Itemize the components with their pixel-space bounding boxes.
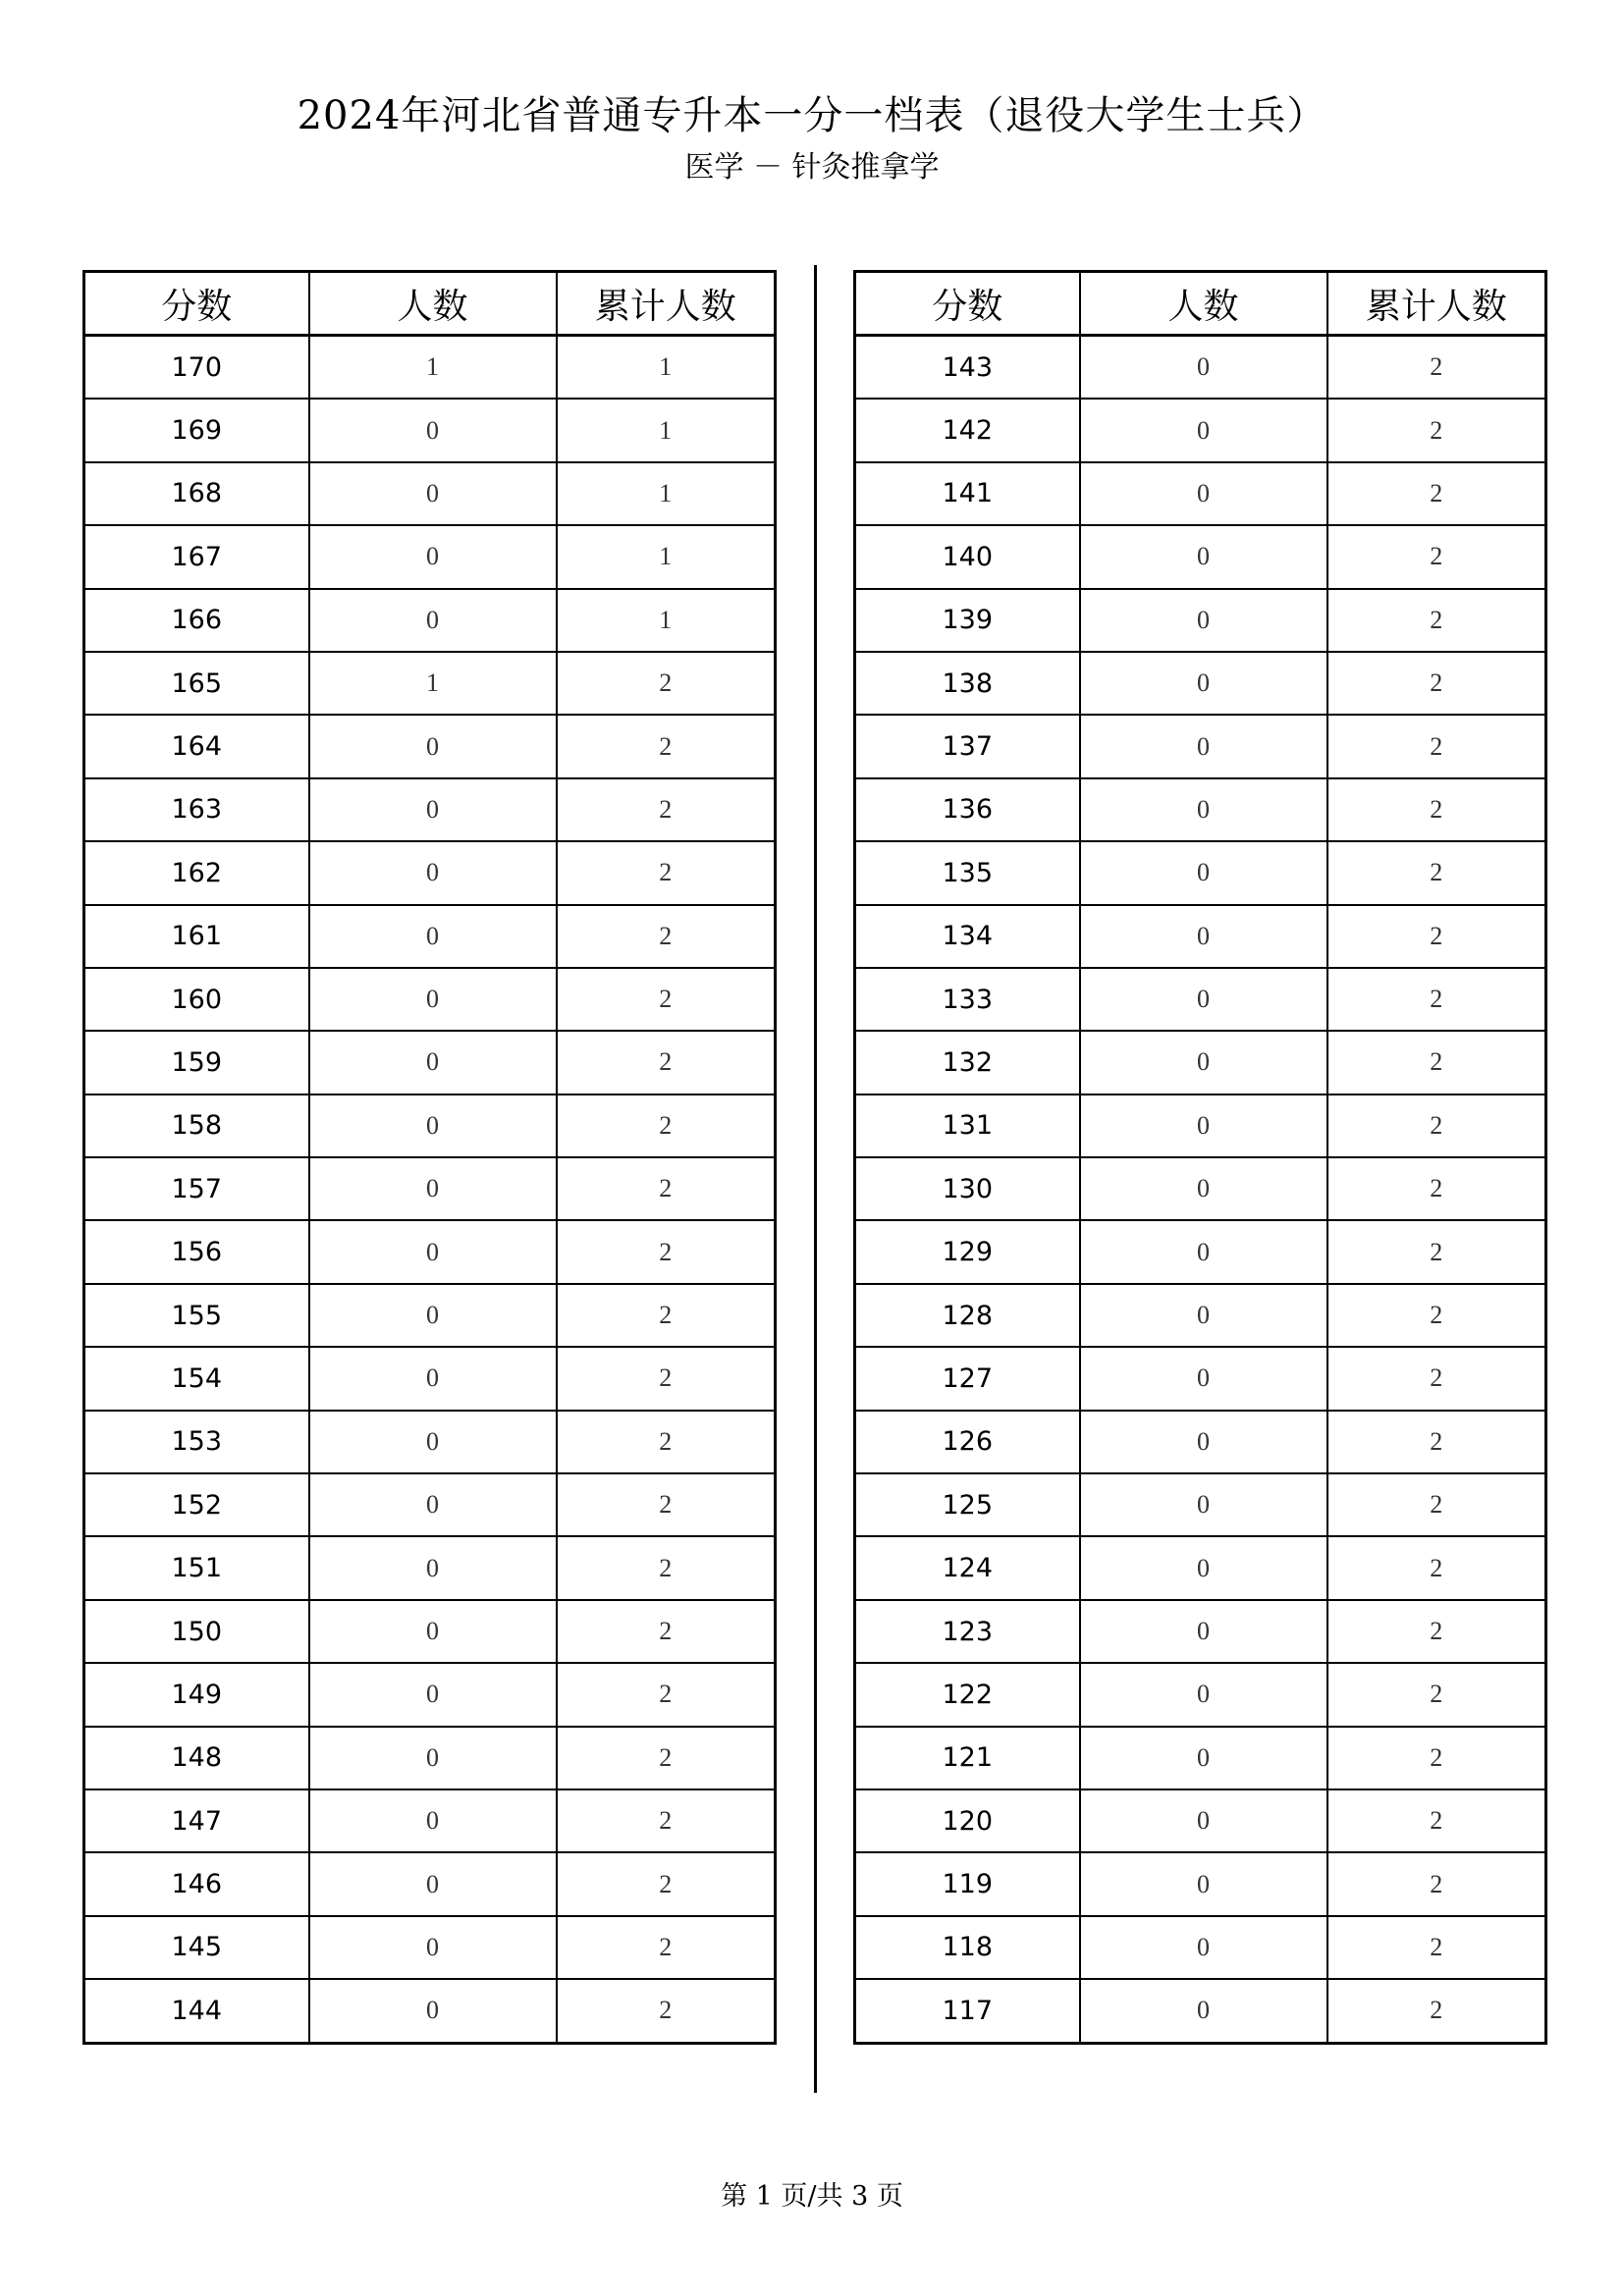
score-cell: 155 (84, 1284, 309, 1347)
cumulative-cell: 2 (1327, 1411, 1546, 1473)
score-cell: 118 (855, 1916, 1080, 1979)
count-cell: 0 (1080, 1095, 1327, 1157)
score-cell: 167 (84, 525, 309, 588)
table-row (855, 715, 1546, 777)
cumulative-cell: 2 (557, 1157, 776, 1220)
count-cell: 0 (1080, 652, 1327, 715)
cumulative-cell: 2 (1327, 1600, 1546, 1663)
cumulative-cell: 2 (1327, 1663, 1546, 1726)
table-row (855, 1031, 1546, 1094)
count-cell: 0 (1080, 1916, 1327, 1979)
count-cell: 0 (309, 1727, 557, 1789)
cumulative-cell: 2 (1327, 841, 1546, 904)
table-row (84, 399, 776, 461)
cumulative-cell: 2 (557, 905, 776, 968)
count-cell: 0 (309, 1852, 557, 1915)
cumulative-cell: 2 (1327, 1536, 1546, 1599)
page-footer: 第 1 页/共 3 页 (721, 2181, 903, 2212)
score-cell: 166 (84, 589, 309, 652)
table-row (84, 1727, 776, 1789)
cumulative-cell: 2 (1327, 336, 1546, 400)
table-row (855, 1095, 1546, 1157)
count-cell: 0 (1080, 1347, 1327, 1410)
score-cell: 162 (84, 841, 309, 904)
score-cell: 151 (84, 1536, 309, 1599)
cumulative-cell: 2 (557, 652, 776, 715)
count-cell: 0 (309, 1411, 557, 1473)
count-cell: 0 (309, 1095, 557, 1157)
score-cell: 144 (84, 1979, 309, 2043)
table-row (855, 1473, 1546, 1536)
count-cell: 0 (309, 1220, 557, 1283)
count-cell: 0 (309, 1536, 557, 1599)
count-cell: 0 (309, 525, 557, 588)
cumulative-cell: 2 (557, 715, 776, 777)
score-cell: 123 (855, 1600, 1080, 1663)
count-cell: 0 (1080, 1727, 1327, 1789)
table-row (855, 1536, 1546, 1599)
cumulative-cell: 2 (1327, 968, 1546, 1031)
table-row (855, 968, 1546, 1031)
count-cell: 0 (1080, 1284, 1327, 1347)
score-cell: 153 (84, 1411, 309, 1473)
score-cell: 163 (84, 778, 309, 841)
table-row (84, 336, 776, 400)
cumulative-cell: 2 (557, 1536, 776, 1599)
count-cell: 0 (1080, 1157, 1327, 1220)
table-row (855, 399, 1546, 461)
table-row (855, 1916, 1546, 1979)
cumulative-cell: 2 (1327, 525, 1546, 588)
count-cell: 0 (309, 1157, 557, 1220)
cumulative-cell: 2 (557, 1600, 776, 1663)
count-cell: 0 (1080, 778, 1327, 841)
cumulative-cell: 2 (1327, 652, 1546, 715)
score-cell: 134 (855, 905, 1080, 968)
cumulative-cell: 2 (557, 1727, 776, 1789)
score-cell: 169 (84, 399, 309, 461)
table-row (855, 1727, 1546, 1789)
cumulative-cell: 2 (557, 1031, 776, 1094)
cumulative-cell: 2 (1327, 715, 1546, 777)
cumulative-cell: 2 (1327, 1095, 1546, 1157)
table-row (84, 1411, 776, 1473)
cumulative-cell: 2 (557, 1789, 776, 1852)
count-cell: 0 (309, 1284, 557, 1347)
table-row (84, 1852, 776, 1915)
count-cell: 0 (309, 1031, 557, 1094)
table-row (855, 778, 1546, 841)
score-cell: 119 (855, 1852, 1080, 1915)
count-cell: 0 (309, 1979, 557, 2043)
count-cell: 0 (1080, 1220, 1327, 1283)
score-cell: 131 (855, 1095, 1080, 1157)
cumulative-cell: 2 (557, 1916, 776, 1979)
table-row (855, 1852, 1546, 1915)
count-cell: 1 (309, 652, 557, 715)
table-row (855, 1663, 1546, 1726)
count-cell: 0 (1080, 1536, 1327, 1599)
table-row (84, 1789, 776, 1852)
table-row (84, 589, 776, 652)
cumulative-cell: 2 (1327, 1727, 1546, 1789)
score-cell: 142 (855, 399, 1080, 461)
count-cell: 0 (1080, 1852, 1327, 1915)
score-cell: 170 (84, 336, 309, 400)
count-cell: 0 (309, 778, 557, 841)
cumulative-cell: 2 (1327, 462, 1546, 525)
cumulative-cell: 2 (1327, 1979, 1546, 2043)
table-row (84, 1663, 776, 1726)
table-row (84, 1347, 776, 1410)
score-cell: 117 (855, 1979, 1080, 2043)
score-cell: 156 (84, 1220, 309, 1283)
table-row (84, 1157, 776, 1220)
count-cell: 0 (309, 968, 557, 1031)
score-cell: 146 (84, 1852, 309, 1915)
cumulative-cell: 1 (557, 336, 776, 400)
cumulative-cell: 1 (557, 462, 776, 525)
count-cell: 0 (1080, 1979, 1327, 2043)
score-cell: 164 (84, 715, 309, 777)
table-row (84, 1600, 776, 1663)
score-cell: 128 (855, 1284, 1080, 1347)
cumulative-cell: 1 (557, 399, 776, 461)
count-cell: 0 (1080, 1789, 1327, 1852)
cumulative-cell: 2 (1327, 399, 1546, 461)
score-cell: 152 (84, 1473, 309, 1536)
score-cell: 149 (84, 1663, 309, 1726)
cumulative-cell: 1 (557, 589, 776, 652)
cumulative-cell: 2 (557, 778, 776, 841)
table-row (84, 968, 776, 1031)
score-cell: 140 (855, 525, 1080, 588)
table-row (84, 1536, 776, 1599)
table-row (84, 1220, 776, 1283)
cumulative-cell: 2 (1327, 1157, 1546, 1220)
cumulative-cell: 2 (557, 1220, 776, 1283)
score-cell: 145 (84, 1916, 309, 1979)
count-cell: 0 (309, 1789, 557, 1852)
table-header-row (84, 272, 776, 336)
table-row (84, 1284, 776, 1347)
score-cell: 148 (84, 1727, 309, 1789)
cumulative-cell: 2 (557, 841, 776, 904)
count-cell: 0 (1080, 1031, 1327, 1094)
count-cell: 0 (309, 841, 557, 904)
cumulative-cell: 2 (1327, 1789, 1546, 1852)
count-cell: 0 (309, 1600, 557, 1663)
header-score: 分数 (855, 272, 1080, 336)
score-cell: 141 (855, 462, 1080, 525)
score-cell: 150 (84, 1600, 309, 1663)
table-row (855, 1347, 1546, 1410)
header-score: 分数 (84, 272, 309, 336)
count-cell: 0 (1080, 905, 1327, 968)
score-cell: 120 (855, 1789, 1080, 1852)
cumulative-cell: 2 (1327, 1852, 1546, 1915)
table-body-right (855, 336, 1546, 2044)
table-header-row (855, 272, 1546, 336)
table-body-left (84, 336, 776, 2044)
score-table-left (82, 270, 777, 2045)
count-cell: 0 (1080, 336, 1327, 400)
score-table-right (853, 270, 1547, 2045)
cumulative-cell: 2 (557, 968, 776, 1031)
cumulative-cell: 2 (557, 1663, 776, 1726)
cumulative-cell: 2 (557, 1979, 776, 2043)
cumulative-cell: 1 (557, 525, 776, 588)
table-row (855, 652, 1546, 715)
count-cell: 0 (1080, 399, 1327, 461)
cumulative-cell: 2 (1327, 589, 1546, 652)
count-cell: 0 (309, 1347, 557, 1410)
score-cell: 139 (855, 589, 1080, 652)
table-row (855, 1220, 1546, 1283)
table-row (855, 336, 1546, 400)
table-row (855, 589, 1546, 652)
cumulative-cell: 2 (1327, 1284, 1546, 1347)
cumulative-cell: 2 (557, 1347, 776, 1410)
count-cell: 0 (309, 1663, 557, 1726)
header-cumulative: 累计人数 (1327, 272, 1546, 336)
score-cell: 121 (855, 1727, 1080, 1789)
count-cell: 0 (1080, 525, 1327, 588)
header-cumulative: 累计人数 (557, 272, 776, 336)
cumulative-cell: 2 (1327, 1031, 1546, 1094)
count-cell: 1 (309, 336, 557, 400)
score-cell: 158 (84, 1095, 309, 1157)
score-cell: 154 (84, 1347, 309, 1410)
table-row (855, 525, 1546, 588)
cumulative-cell: 2 (1327, 1347, 1546, 1410)
table-row (84, 1031, 776, 1094)
table-row (84, 652, 776, 715)
count-cell: 0 (309, 905, 557, 968)
table-row (84, 715, 776, 777)
table-row (84, 841, 776, 904)
score-cell: 127 (855, 1347, 1080, 1410)
table-row (855, 1600, 1546, 1663)
count-cell: 0 (1080, 1411, 1327, 1473)
score-cell: 133 (855, 968, 1080, 1031)
cumulative-cell: 2 (1327, 1473, 1546, 1536)
count-cell: 0 (309, 399, 557, 461)
score-cell: 159 (84, 1031, 309, 1094)
page-title: 2024年河北省普通专升本一分一档表（退役大学生士兵） (297, 93, 1327, 138)
score-cell: 125 (855, 1473, 1080, 1536)
score-cell: 168 (84, 462, 309, 525)
count-cell: 0 (1080, 589, 1327, 652)
count-cell: 0 (309, 1473, 557, 1536)
score-cell: 160 (84, 968, 309, 1031)
count-cell: 0 (1080, 1600, 1327, 1663)
score-cell: 132 (855, 1031, 1080, 1094)
score-cell: 147 (84, 1789, 309, 1852)
cumulative-cell: 2 (557, 1284, 776, 1347)
cumulative-cell: 2 (1327, 905, 1546, 968)
score-cell: 161 (84, 905, 309, 968)
score-cell: 122 (855, 1663, 1080, 1726)
score-cell: 130 (855, 1157, 1080, 1220)
score-cell: 157 (84, 1157, 309, 1220)
table-row (855, 905, 1546, 968)
cumulative-cell: 2 (557, 1473, 776, 1536)
header-count: 人数 (309, 272, 557, 336)
count-cell: 0 (309, 715, 557, 777)
score-cell: 135 (855, 841, 1080, 904)
score-cell: 124 (855, 1536, 1080, 1599)
score-cell: 143 (855, 336, 1080, 400)
table-row (84, 1473, 776, 1536)
score-cell: 136 (855, 778, 1080, 841)
table-row (84, 462, 776, 525)
score-cell: 126 (855, 1411, 1080, 1473)
table-row (84, 1095, 776, 1157)
cumulative-cell: 2 (1327, 1220, 1546, 1283)
cumulative-cell: 2 (1327, 1916, 1546, 1979)
table-row (84, 1979, 776, 2043)
score-cell: 138 (855, 652, 1080, 715)
count-cell: 0 (1080, 1663, 1327, 1726)
cumulative-cell: 2 (557, 1411, 776, 1473)
count-cell: 0 (309, 589, 557, 652)
count-cell: 0 (1080, 715, 1327, 777)
table-row (84, 525, 776, 588)
count-cell: 0 (1080, 1473, 1327, 1536)
table-row (855, 1789, 1546, 1852)
count-cell: 0 (1080, 841, 1327, 904)
table-row (84, 1916, 776, 1979)
column-divider (814, 265, 817, 2093)
table-row (84, 905, 776, 968)
count-cell: 0 (1080, 968, 1327, 1031)
page-subtitle: 医学 － 针灸推拿学 (684, 150, 940, 185)
table-row (855, 1979, 1546, 2043)
score-cell: 165 (84, 652, 309, 715)
cumulative-cell: 2 (557, 1852, 776, 1915)
table-row (855, 1157, 1546, 1220)
table-row (855, 1411, 1546, 1473)
table-row (855, 462, 1546, 525)
cumulative-cell: 2 (1327, 778, 1546, 841)
score-cell: 137 (855, 715, 1080, 777)
count-cell: 0 (309, 462, 557, 525)
cumulative-cell: 2 (557, 1095, 776, 1157)
count-cell: 0 (309, 1916, 557, 1979)
count-cell: 0 (1080, 462, 1327, 525)
header-count: 人数 (1080, 272, 1327, 336)
table-row (84, 778, 776, 841)
table-row (855, 1284, 1546, 1347)
table-row (855, 841, 1546, 904)
score-cell: 129 (855, 1220, 1080, 1283)
